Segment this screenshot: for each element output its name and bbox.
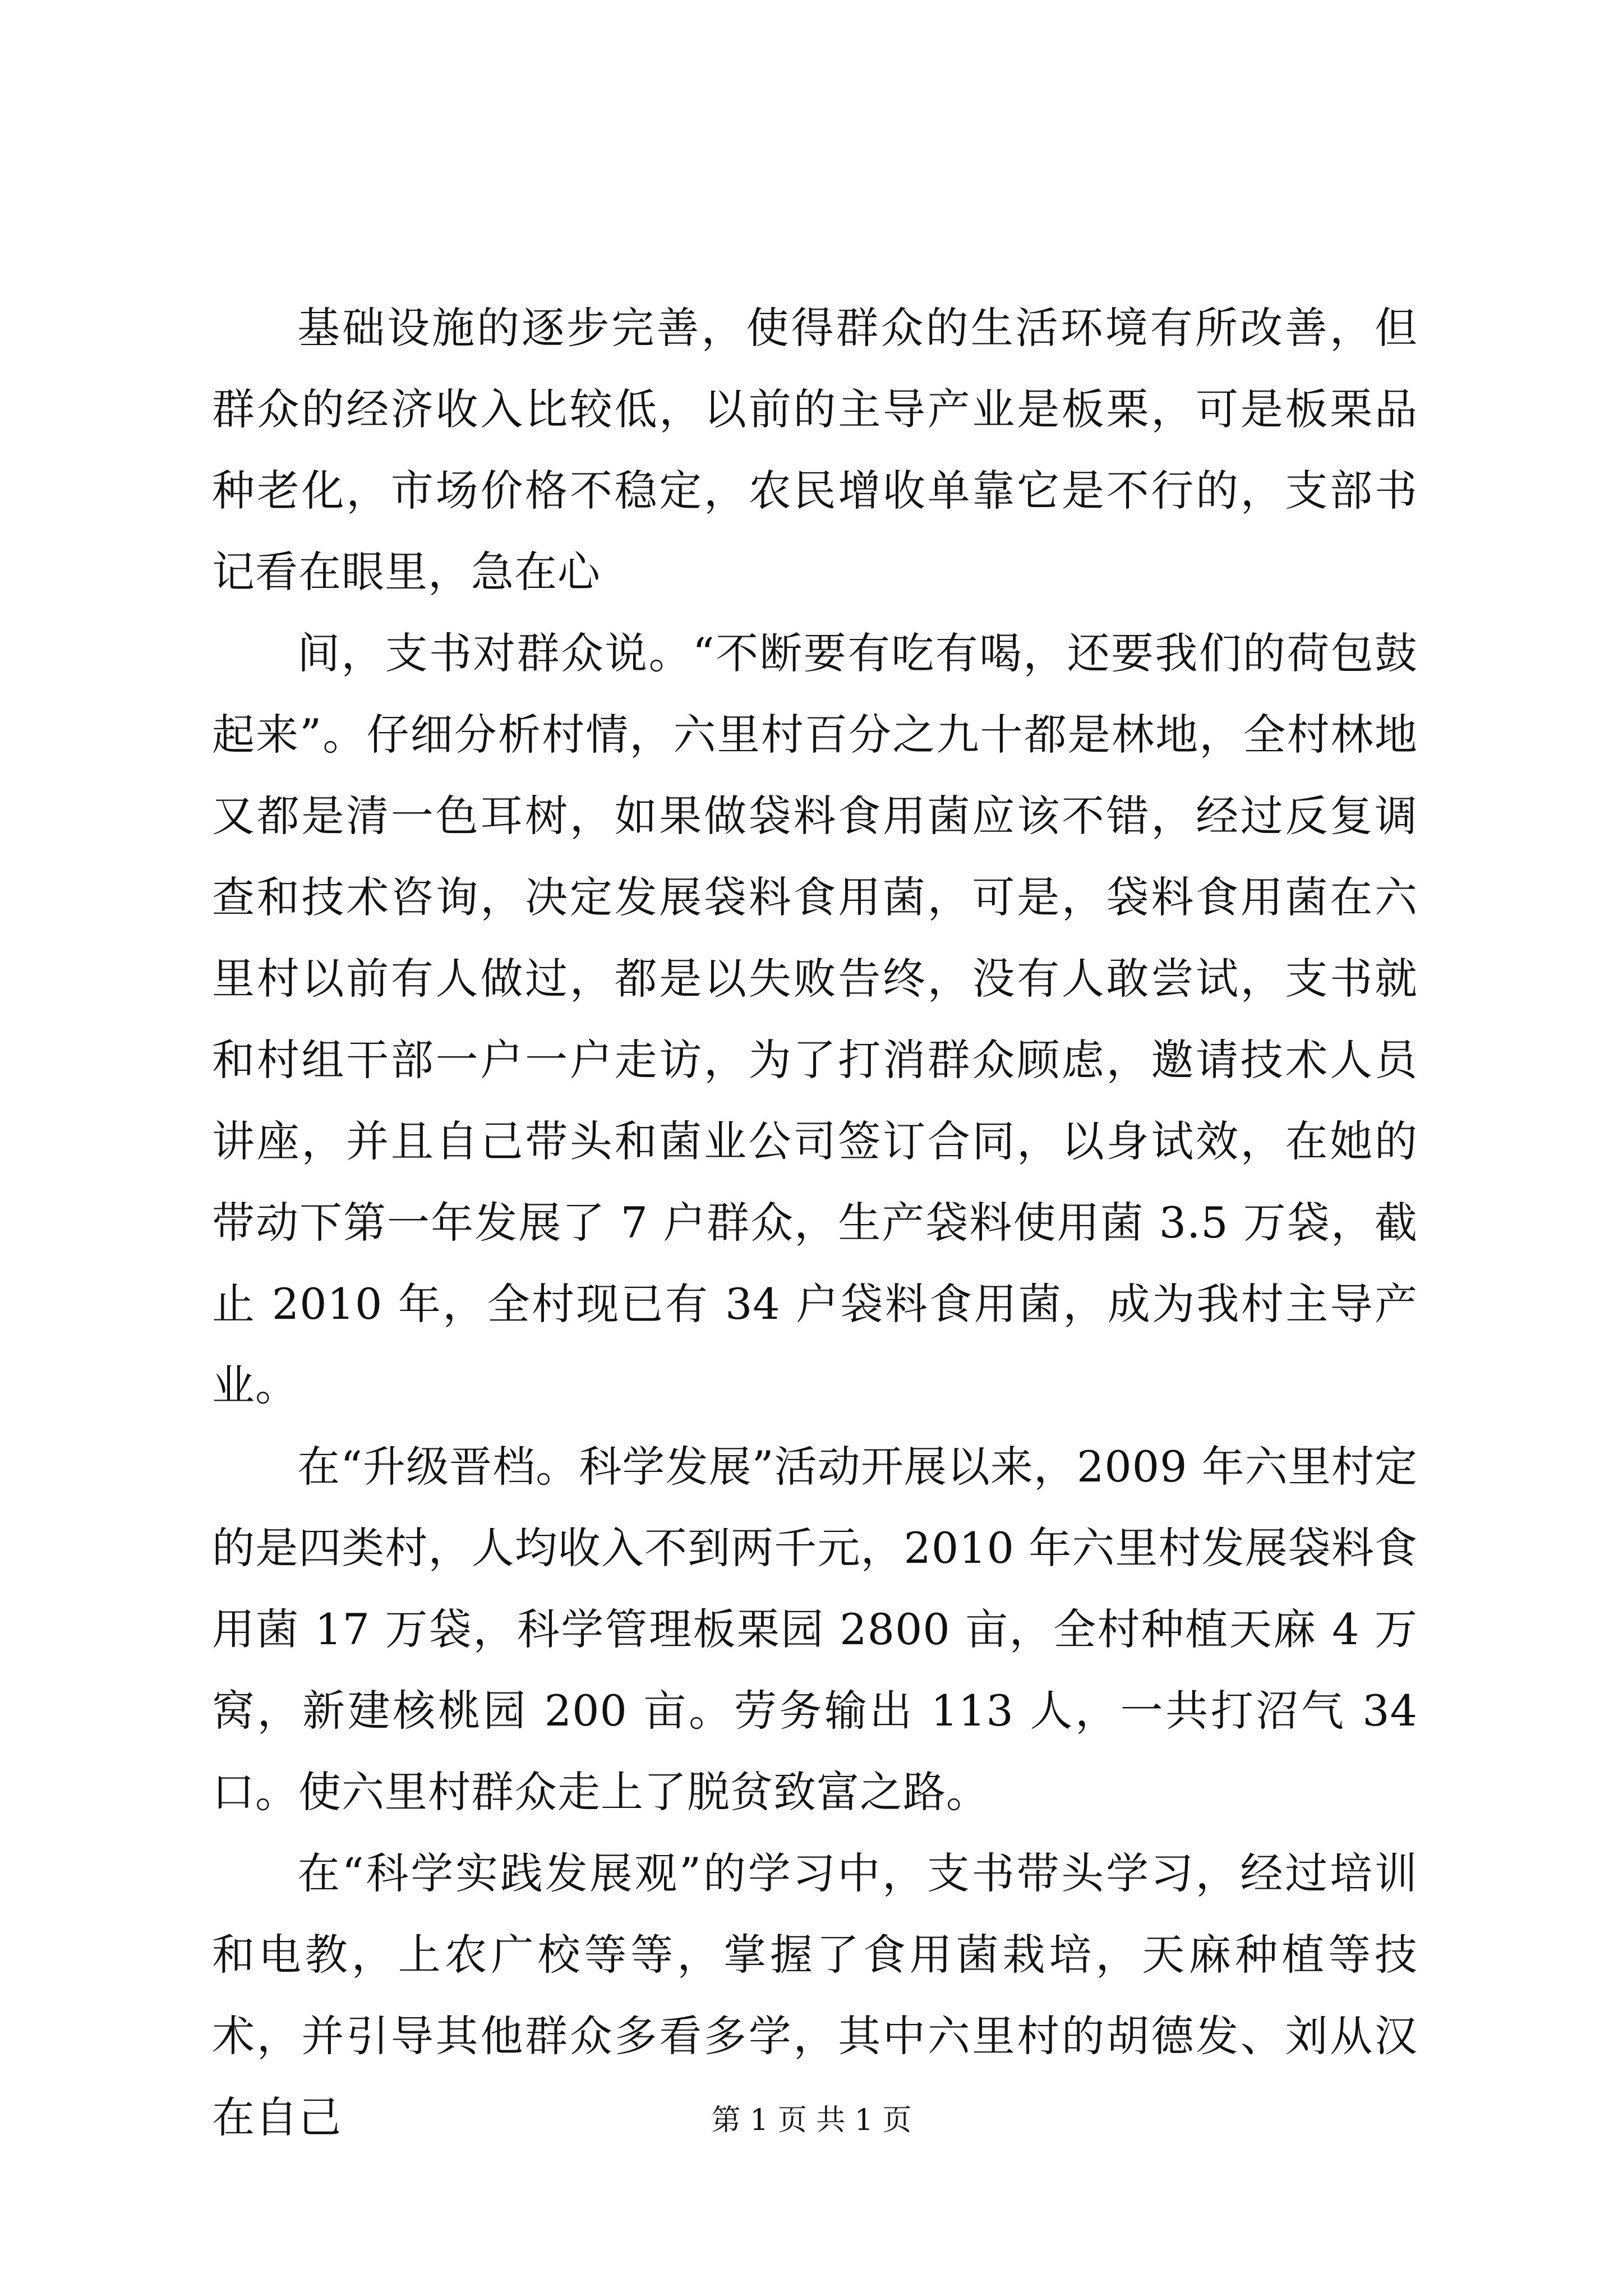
page-footer: 第 1 页 共 1 页 [711,2104,912,2137]
paragraph-3: 在“升级晋档。科学发展”活动开展以来，2009 年六里村定的是四类村，人均收入不到两千元，2010 年六里村发展袋料食用菌 17 万袋，科学管理板栗园 2800 亩，全村种植天麻 4 万窝，新建核桃园 200 亩。劳务输出 113 人，一共打沼气 34 口。使六里村群众走上了脱贫致富之路。 [212,1442,1418,1817]
paragraph-4: 在“科学实践发展观”的学习中，支书带头学习，经过培训和电教，上农广校等等，掌握了食用菌栽培，天麻种植等技术，并引导其他群众多看多学，其中六里村的胡德发、刘从汉在自己 [212,1848,1418,2142]
document-body [212,287,1418,2158]
paragraph-2: 间，支书对群众说。“不断要有吃有喝，还要我们的荷包鼓起来”。仔细分析村情，六里村百分之九十都是林地，全村林地又都是清一色耳树，如果做袋料食用菌应该不错，经过反复调查和技术咨询，决定发展袋料食用菌，可是，袋料食用菌在六里村以前有人做过，都是以失败告终，没有人敢尝试，支书就和村组干部一户一户走访，为了打消群众顾虑，邀请技术人员讲座，并且自己带头和菌业公司签订合同，以身试效，在她的带动下第一年发展了 7 户群众，生产袋料使用菌 3.5 万袋，截止 2010 年，全村现已有 34 户袋料食用菌，成为我村主导产业。 [212,628,1418,1410]
paragraph-1: 基础设施的逐步完善，使得群众的生活环境有所改善，但群众的经济收入比较低，以前的主导产业是板栗，可是板栗品种老化，市场价格不稳定，农民增收单靠它是不行的，支部书记看在眼里，急在心 [212,303,1418,597]
